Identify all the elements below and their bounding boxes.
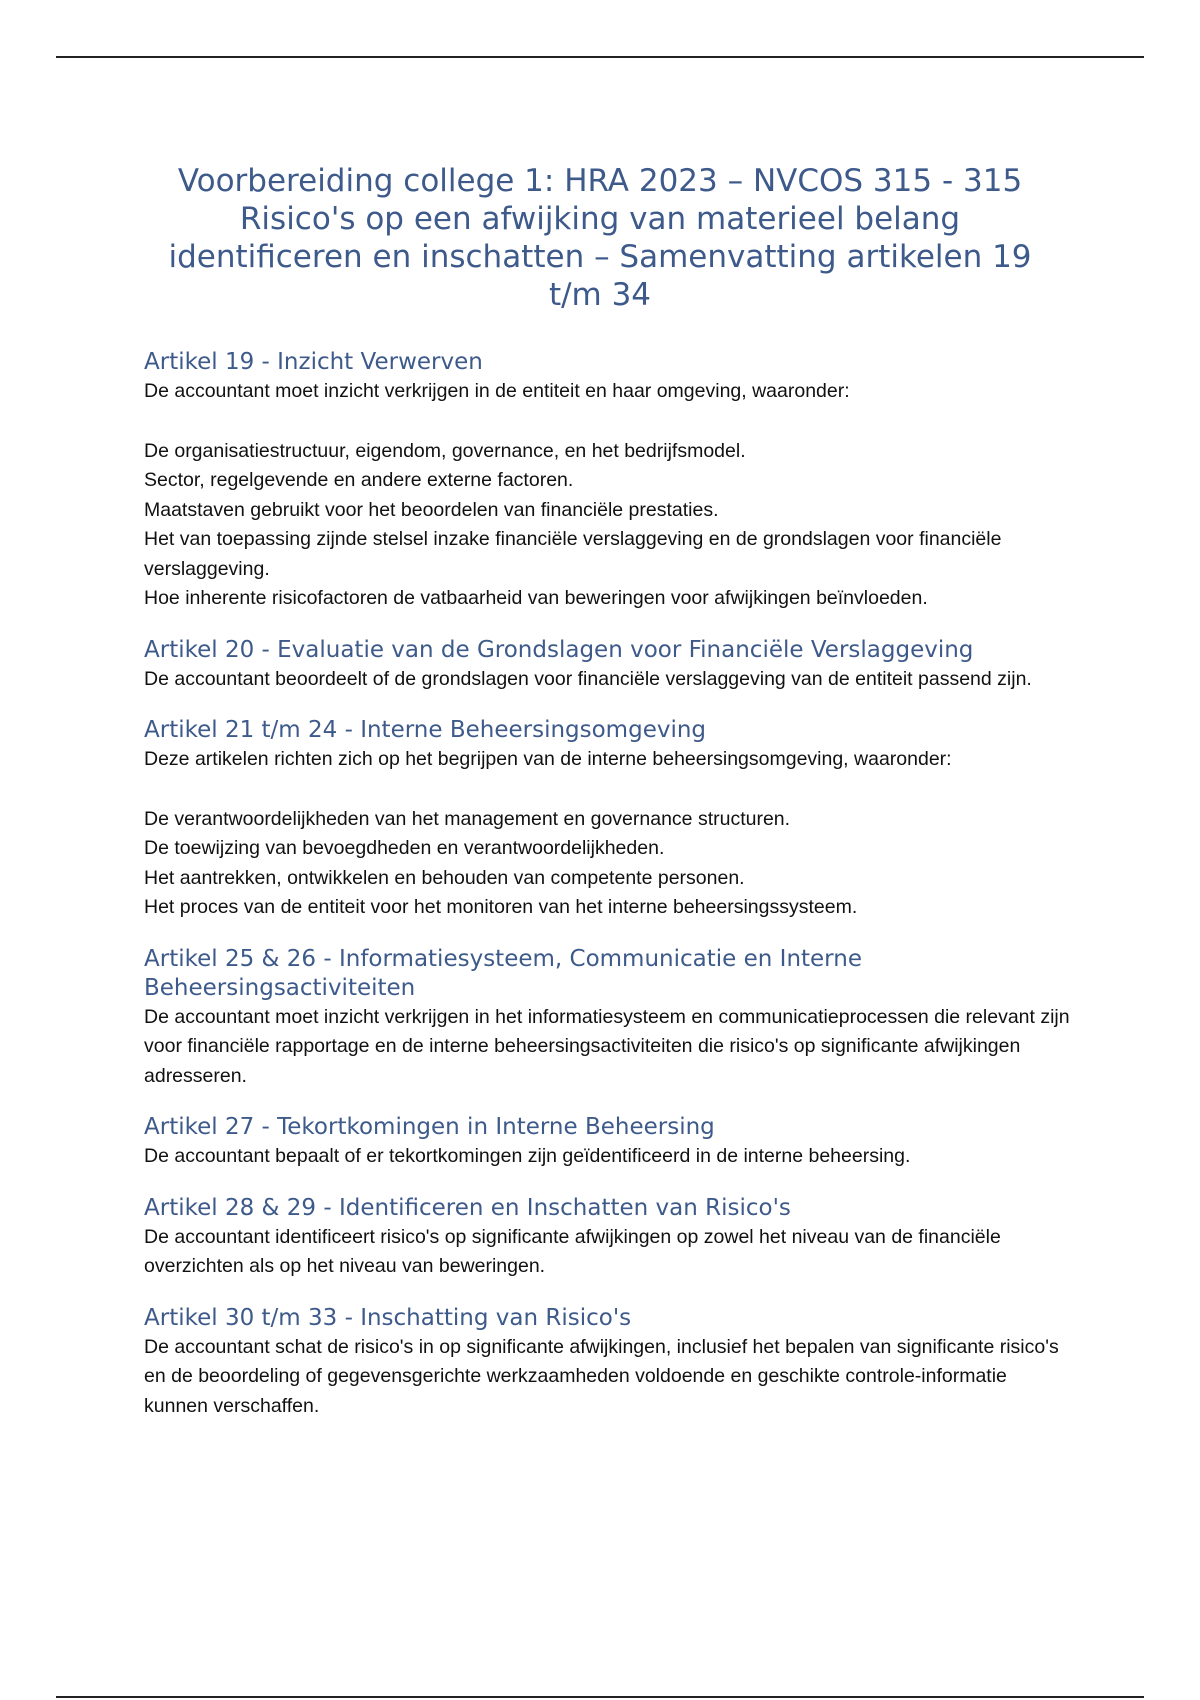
list-item: De organisatiestructuur, eigendom, governance, en het bedrijfsmodel.	[144, 439, 746, 462]
section-artikel-27	[144, 1113, 1074, 1172]
list-item: Het aantrekken, ontwikkelen en behouden van competente personen.	[144, 866, 745, 889]
section-heading: Artikel 30 t/m 33 - Inschatting van Risico's	[144, 1304, 632, 1331]
item-list	[144, 437, 1074, 614]
section-paragraph: De accountant bepaalt of er tekortkomingen zijn geïdentificeerd in de interne beheersing.	[144, 1145, 911, 1167]
section-artikel-20	[144, 636, 1074, 695]
document-title: Voorbereiding college 1: HRA 2023 – NVCOS 315 - 315 Risico's op een afwijking van materieel belang identificeren en inschatten – Samenvatting artikelen 19 t/m 34	[168, 163, 1032, 313]
section-paragraph: De accountant moet inzicht verkrijgen in het informatiesysteem en communicatieprocessen die relevant zijn voor financiële rapportage en de interne beheersingsactiviteiten die risico's op significante afwijkingen adresseren.	[144, 1005, 1070, 1087]
section-artikel-30-33	[144, 1304, 1074, 1422]
list-item: Het van toepassing zijnde stelsel inzake financiële verslaggeving en de grondslagen voor financiële verslaggeving.	[144, 528, 1002, 580]
section-artikel-28-29	[144, 1194, 1074, 1282]
section-paragraph: De accountant moet inzicht verkrijgen in de entiteit en haar omgeving, waaronder:	[144, 380, 850, 402]
section-heading: Artikel 28 & 29 - Identificeren en Inschatten van Risico's	[144, 1194, 791, 1221]
section-heading: Artikel 27 - Tekortkomingen in Interne Beheersing	[144, 1114, 715, 1140]
section-paragraph: De accountant schat de risico's in op significante afwijkingen, inclusief het bepalen van significante risico's en de beoordeling of gegevensgerichte werkzaamheden voldoende en geschikte controle-informatie kunnen verschaffen.	[144, 1335, 1059, 1417]
section-paragraph: De accountant identificeert risico's op significante afwijkingen op zowel het niveau van de financiële overzichten als op het niveau van beweringen.	[144, 1225, 1001, 1277]
section-heading: Artikel 20 - Evaluatie van de Grondslagen voor Financiële Verslaggeving	[144, 636, 974, 663]
bottom-rule	[56, 1696, 1144, 1698]
list-item: Het proces van de entiteit voor het monitoren van het interne beheersingssysteem.	[144, 896, 858, 918]
section-artikel-19	[144, 348, 1074, 614]
section-heading: Artikel 21 t/m 24 - Interne Beheersingsomgeving	[144, 717, 707, 743]
section-heading: Artikel 19 - Inzicht Verwerven	[144, 349, 483, 375]
section-paragraph: Deze artikelen richten zich op het begrijpen van de interne beheersingsomgeving, waaronder:	[144, 748, 952, 770]
list-item: De verantwoordelijkheden van het management en governance structuren.	[144, 807, 791, 830]
top-rule	[56, 56, 1144, 58]
list-item: De toewijzing van bevoegdheden en verantwoordelijkheden.	[144, 837, 665, 859]
section-artikel-21-24	[144, 716, 1074, 923]
section-paragraph: De accountant beoordeelt of de grondslagen voor financiële verslaggeving van de entiteit passend zijn.	[144, 667, 1032, 690]
document-body	[144, 348, 1074, 1443]
section-artikel-25-26	[144, 945, 1074, 1092]
list-item: Sector, regelgevende en andere externe factoren.	[144, 469, 574, 491]
list-item: Hoe inherente risicofactoren de vatbaarheid van beweringen voor afwijkingen beïnvloeden.	[144, 587, 928, 609]
item-list	[144, 805, 1074, 923]
section-heading: Artikel 25 & 26 - Informatiesysteem, Communicatie en Interne Beheersingsactiviteiten	[144, 945, 862, 1001]
list-item: Maatstaven gebruikt voor het beoordelen van financiële prestaties.	[144, 498, 719, 521]
